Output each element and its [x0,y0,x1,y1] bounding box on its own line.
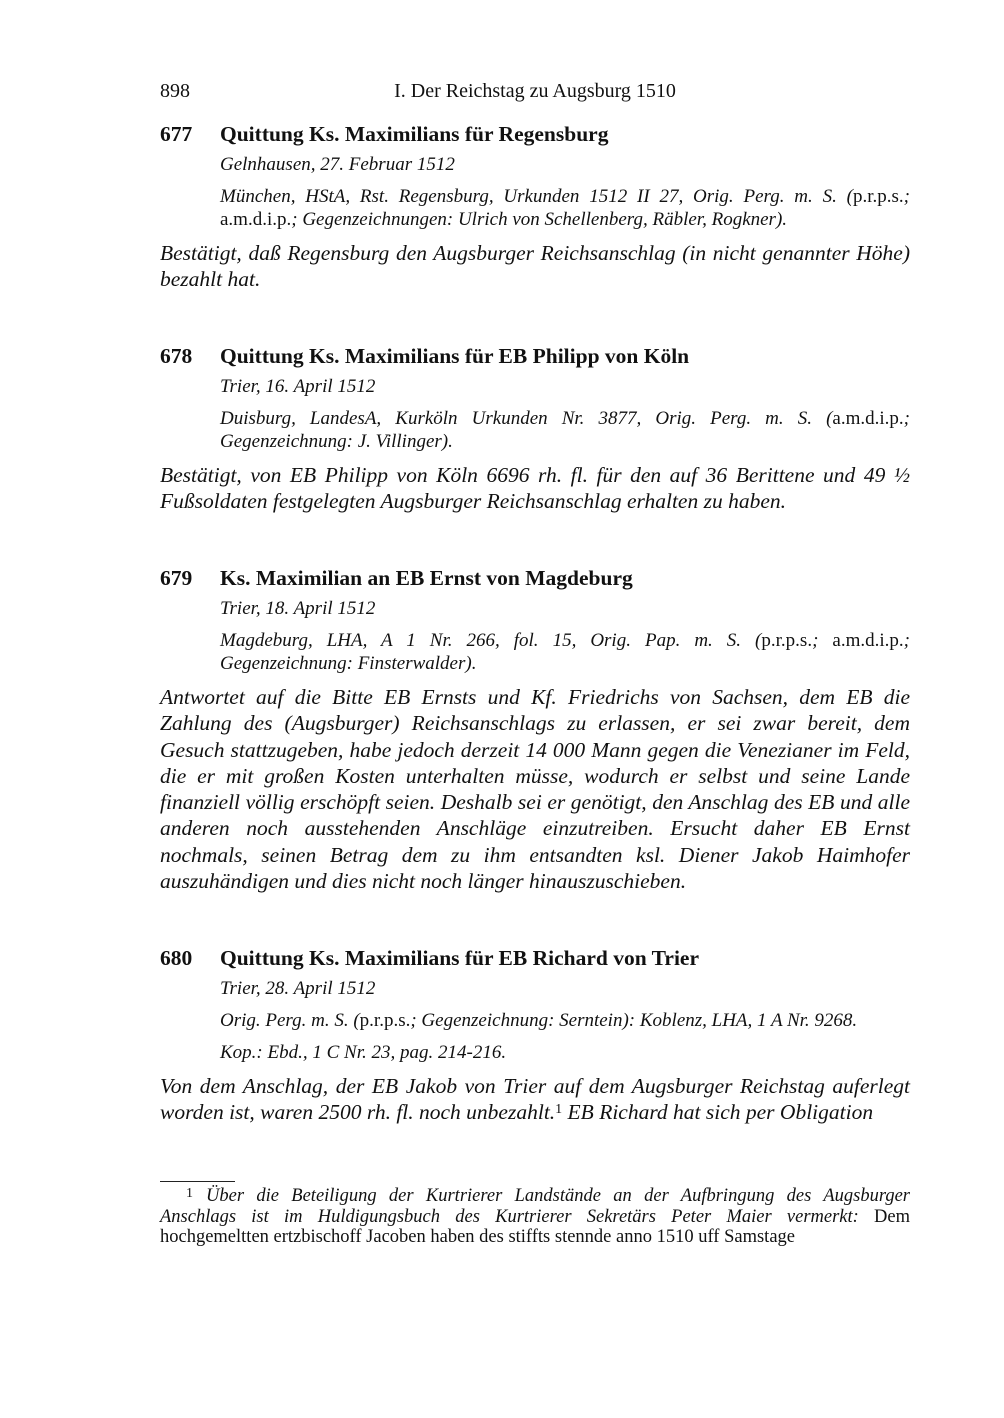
entry-summary: Von dem Anschlag, der EB Jakob von Trier auf dem Augsburger Reichstag auferlegt worden ist, waren 2500 rh. fl. noch unbezahlt.$^1$ EB Richard hat sich per Obligation [160,1074,910,1125]
entry-title: Quittung Ks. Maximilians für Regensburg [220,122,609,146]
entry-summary: Antwortet auf die Bitte EB Ernsts und Kf. Friedrichs von Sachsen, dem EB die Zahlung des (Augsburger) Reichsanschlags zu erlassen, er sei zwar bereit, dem Gesuch stattzugeben, habe jedoch derzeit 14 000 Mann gegen die Venezianer im Feld, die er mit großen Kosten unterhalten müsse, wodurch er selbst und seine Lande finanziell völlig erschöpft seien. Deshalb sei er genötigt, den Anschlag des EB und alle anderen noch ausstehenden Anschläge einzutreiben. Ersucht daher EB Ernst nochmals, seinen Betrag dem zu ihm entsandten ksl. Diener Jakob Haimhofer auszuhändigen und dies nicht noch länger hinauszuschieben. [160,685,910,894]
entry-title: Quittung Ks. Maximilians für EB Richard von Trier [220,946,700,970]
running-title: I. Der Reichstag zu Augsburg 1510 [394,80,676,102]
entry-679 [160,565,910,894]
entry-number: 679 [160,566,193,590]
entry-680 [160,945,910,1126]
entry-date: Trier, 28. April 1512 [220,978,376,999]
entry-source: Orig. Perg. m. S. (p.r.p.s.; Gegenzeichnung: Serntein): Koblenz, LHA, 1 A Nr. 9268. [220,1010,858,1031]
entry-number: 677 [160,122,193,146]
running-head [160,80,910,108]
entry-copy: Kop.: Ebd., 1 C Nr. 23, pag. 214-216. [220,1042,507,1063]
entry-date: Gelnhausen, 27. Februar 1512 [220,154,455,175]
footnote-reference[interactable]: 1 [555,1102,563,1118]
entry-date: Trier, 16. April 1512 [220,376,376,397]
entry-heading [160,121,910,147]
footnote-quote-text: Dem hochgemeltten ertzbischoff Jacoben haben des stiffts stennde anno 1510 uff Samstage [160,1206,910,1247]
entry-date: Trier, 18. April 1512 [220,598,376,619]
entry-678 [160,343,910,515]
entry-number: 678 [160,344,193,368]
entry-number: 680 [160,946,193,970]
entry-677 [160,121,910,293]
entry-title: Ks. Maximilian an EB Ernst von Magdeburg [220,566,633,590]
entry-source: Duisburg, LandesA, Kurköln Urkunden Nr. 3877, Orig. Perg. m. S. (a.m.d.i.p.; Gegenzeichnung: J. Villinger). [220,408,910,452]
footnote-italic-text: Über die Beteiligung der Kurtrierer Landstände an der Aufbringung des Augsburger Anschlags ist im Huldigungsbuch des Kurtrierer Sekretärs Peter Maier vermerkt: [160,1186,910,1227]
entry-title: Quittung Ks. Maximilians für EB Philipp von Köln [220,344,690,368]
entry-source: Magdeburg, LHA, A 1 Nr. 266, fol. 15, Orig. Pap. m. S. (p.r.p.s.; a.m.d.i.p.; Gegenzeichnung: Finsterwalder). [220,630,910,674]
page-number: 898 [160,80,190,102]
entry-source: München, HStA, Rst. Regensburg, Urkunden 1512 II 27, Orig. Perg. m. S. (p.r.p.s.; a.m.d.i.p.; Gegenzeichnungen: Ulrich von Schellenberg, Räbler, Rogkner). [220,186,910,230]
entry-heading [160,565,910,591]
entry-heading [160,945,910,971]
footnote: 1 Über die Beteiligung der Kurtrierer Landstände an der Aufbringung des Augsburger Anschlags ist im Huldigungsbuch des Kurtrierer Sekretärs Peter Maier vermerkt: Dem hochgemeltten ertzbischoff Jacoben haben des stiffts stennde anno 1510 uff Samstage [160,1186,910,1247]
entry-summary: Bestätigt, daß Regensburg den Augsburger Reichsanschlag (in nicht genannter Höhe) bezahlt hat. [160,241,910,292]
entry-heading [160,343,910,369]
footnote-divider [160,1181,235,1182]
entry-summary: Bestätigt, von EB Philipp von Köln 6696 rh. fl. für den auf 36 Berittene und 49 ½ Fußsoldaten festgelegten Augsburger Reichsanschlag erhalten zu haben. [160,463,910,514]
